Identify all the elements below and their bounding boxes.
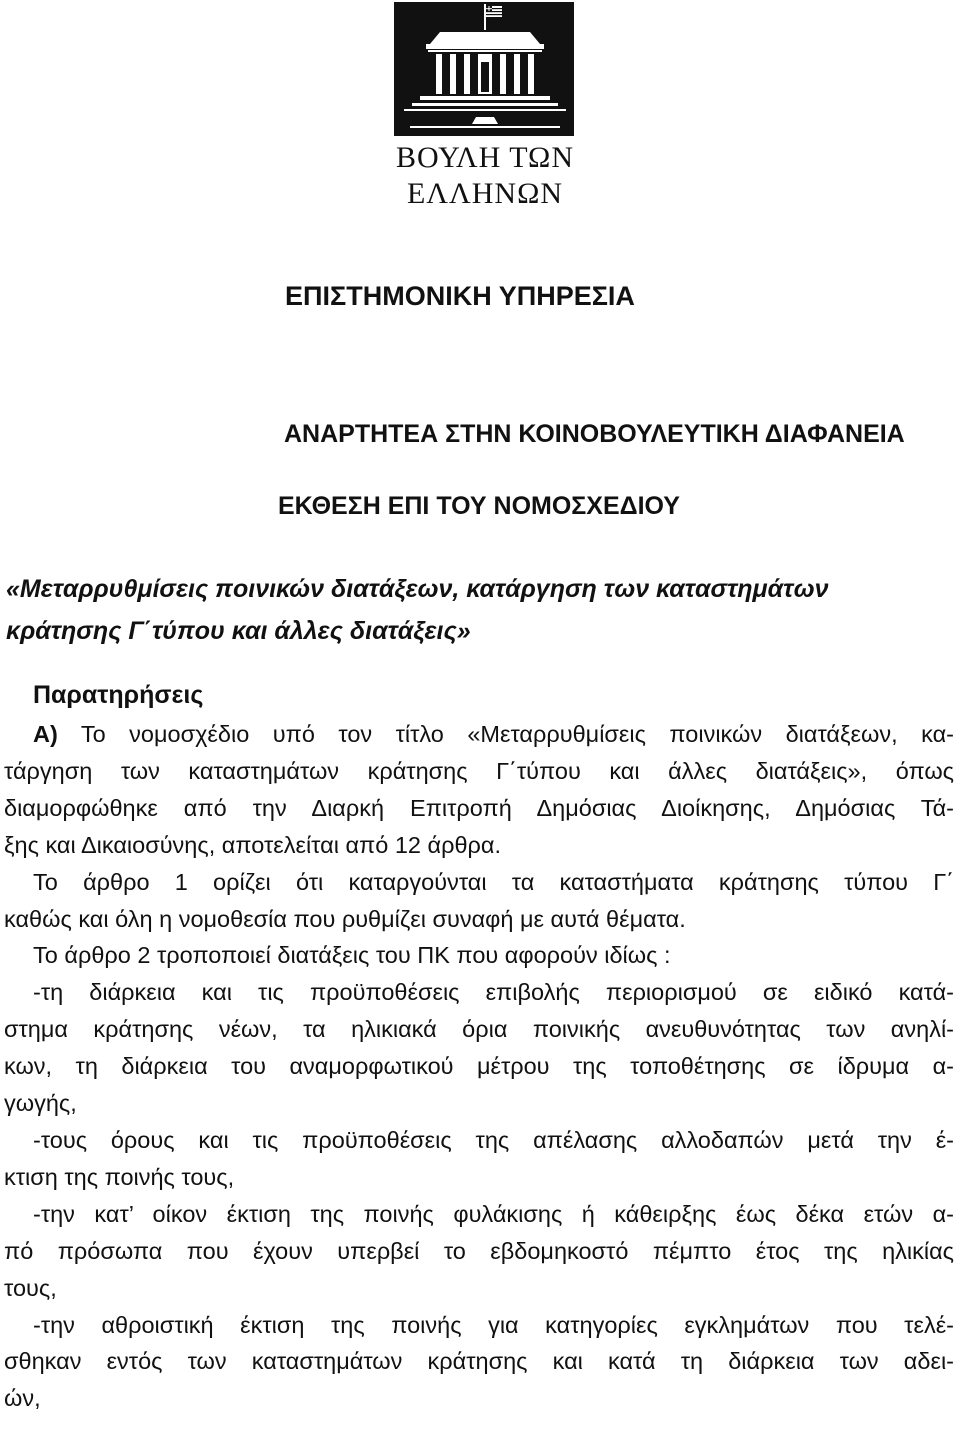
paragraph-label: Α) [33,721,58,747]
institution-name: ΒΟΥΛΗ ΤΩΝ ΕΛΛΗΝΩΝ [395,141,575,210]
body-line: -τη διάρκεια και τις προϋποθέσεις επιβολής περιορισμού σε ειδικό κατά- [33,979,954,1006]
body-line: κων, τη διάρκεια του αναμορφωτικού μέτρου της τοποθέτησης σε ίδρυμα α- [4,1053,954,1080]
body-line: πό πρόσωπα που έχουν υπερβεί το εβδομηκοστό πέμπτο έτος της ηλικίας [4,1237,954,1264]
publication-notice: ΑΝΑΡΤΗΤΕΑ ΣΤΗΝ ΚΟΙΝΟΒΟΥΛΕΥΤΙΚΗ ΔΙΑΦΑΝΕΙΑ [284,420,905,448]
body-line: ών, [4,1385,41,1412]
parliament-building-icon [390,0,580,140]
parliament-emblem-icon [390,0,580,140]
body-line: κτιση της ποινής τους, [4,1163,235,1190]
body-line: -την αθροιστική έκτιση της ποινής για κατηγορίες εγκλημάτων που τελέ- [33,1311,954,1338]
body-line: τάργηση των καταστημάτων κράτησης Γ΄τύπου και άλλες διατάξεις», όπως [4,757,954,784]
body-line: Το άρθρο 2 τροποποιεί διατάξεις του ΠΚ που αφορούν ιδίως : [33,942,671,969]
body-line: -την κατ’ οίκον έκτιση της ποινής φυλάκισης ή κάθειρξης έως δέκα ετών α- [33,1200,954,1227]
body-line: -τους όρους και τις προϋποθέσεις της απέλασης αλλοδαπών μετά την έ- [33,1126,954,1153]
observations-body [4,716,954,1417]
body-line: στημα κράτησης νέων, τα ηλικιακά όρια ποινικής ανευθυνότητας των ανηλί- [4,1016,954,1043]
body-line: καθώς και όλη η νομοθεσία που ρυθμίζει συναφή με αυτά θέματα. [4,905,686,932]
body-line: τους, [4,1274,57,1301]
bill-title-line: «Μεταρρυθμίσεις ποινικών διατάξεων, κατάργηση των καταστημάτων [6,575,829,603]
paragraph-a-first-line [4,716,954,753]
body-line: σθηκαν εντός των καταστημάτων κράτησης και κατά τη διάρκεια των αδει- [4,1348,954,1375]
body-line: γωγής, [4,1090,77,1117]
body-line: ξης και Δικαιοσύνης, αποτελείται από 12 άρθρα. [4,831,502,858]
paragraph-text: Το νομοσχέδιο υπό τον τίτλο «Μεταρρυθμίσεις ποινικών διατάξεων, κα- [57,721,954,747]
report-title: ΕΚΘΕΣΗ ΕΠΙ ΤΟΥ ΝΟΜΟΣΧΕΔΙΟΥ [278,492,680,520]
bill-title-line: κράτησης Γ΄τύπου και άλλες διατάξεις» [6,617,471,645]
bill-title [6,568,956,652]
body-line: Το άρθρο 1 ορίζει ότι καταργούνται τα καταστήματα κράτησης τύπου Γ΄ [33,868,954,895]
observations-heading: Παρατηρήσεις [33,681,204,709]
body-line: διαμορφώθηκε από την Διαρκή Επιτροπή Δημόσιας Διοίκησης, Δημόσιας Τά- [4,794,954,821]
service-heading: ΕΠΙΣΤΗΜΟΝΙΚΗ ΥΠΗΡΕΣΙΑ [285,281,635,311]
